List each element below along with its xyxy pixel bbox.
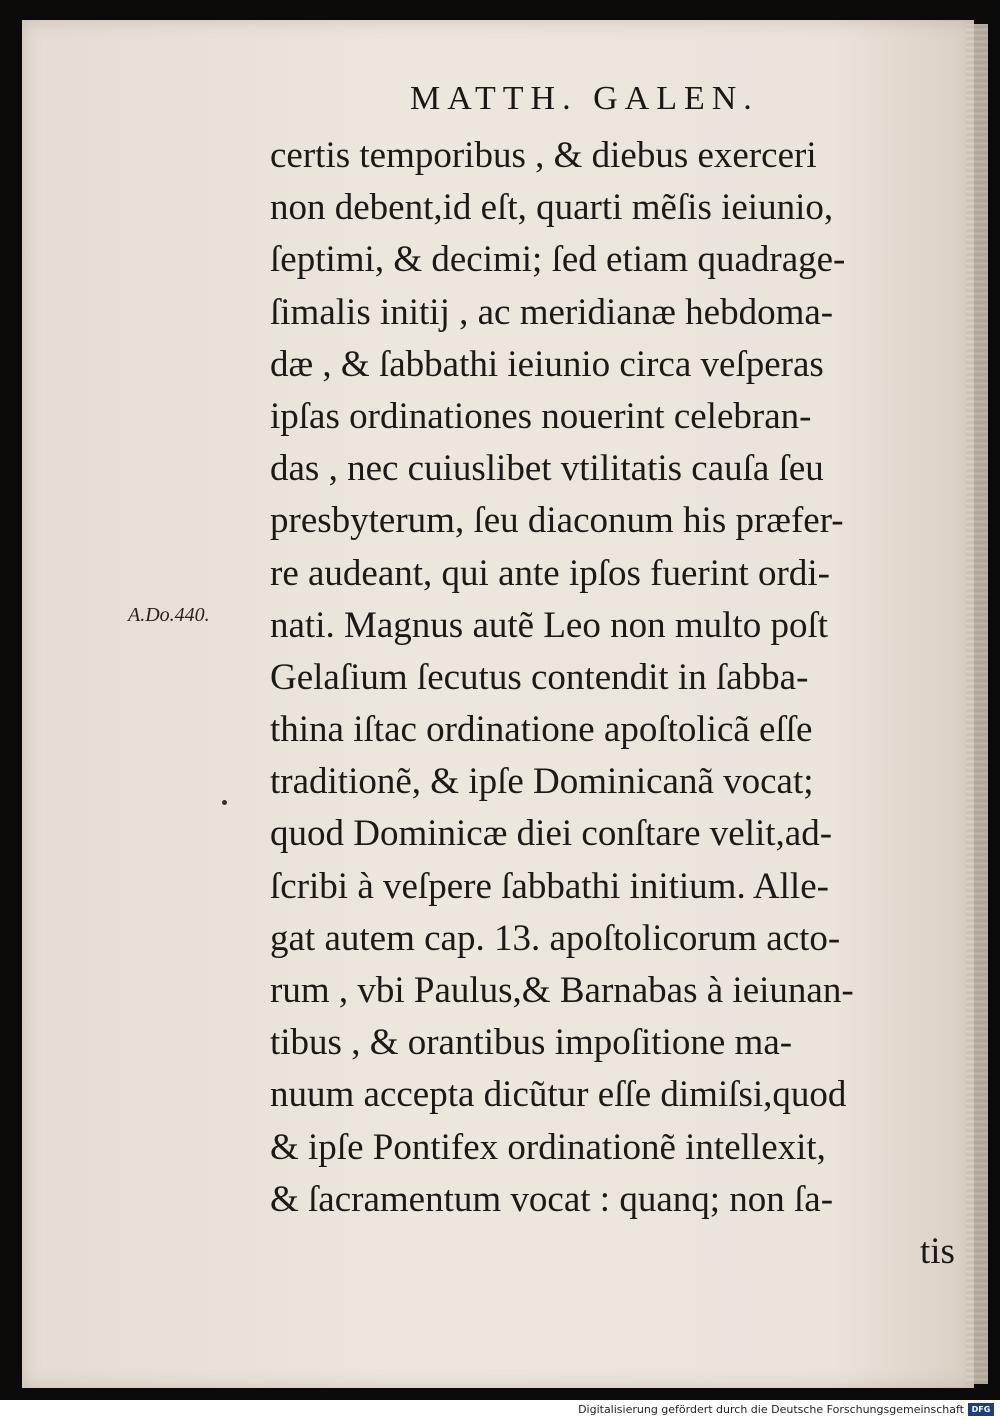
dfg-logo: DFG [968,1403,994,1416]
text-line: tibus , & orantibus impoſitione ma- [270,1022,793,1064]
margin-note-year: A.Do.440. [128,604,210,626]
text-line: & ipſe Pontifex ordinationẽ intellexit, [270,1126,826,1168]
text-line: traditionẽ, & ipſe Dominicanã vocat; [270,761,814,803]
text-line: ſeptimi, & decimi; ſed etiam quadrage- [270,239,846,281]
text-line: quod Dominicæ diei conſtare velit,ad- [270,813,833,855]
text-line: thina iſtac ordinatione apoſtolicã eſſe [270,709,813,751]
text-line: presbyterum, ſeu diaconum his præfer- [270,500,844,542]
funding-notice: Digitalisierung gefördert durch die Deutsche Forschungsgemeinschaft [578,1403,964,1416]
text-line: das , nec cuiuslibet vtilitatis cauſa ſeu [270,448,824,490]
text-line: nati. Magnus autẽ Leo non multo poſt [270,604,828,646]
text-line: ſimalis initij , ac meridianæ hebdoma- [270,291,834,333]
text-line: re audeant, qui ante ipſos fuerint ordi- [270,552,830,594]
text-line: dæ , & ſabbathi ieiunio circa veſperas [270,343,824,385]
text-line: ipſas ordinationes nouerint celebran- [270,395,812,437]
margin-mark [222,800,227,805]
text-line: nuum accepta dicũtur eſſe dimiſsi,quod [270,1074,847,1116]
text-line: & ſacramentum vocat : quanq; non ſa- [270,1178,834,1220]
body-text [270,130,970,1278]
running-head: MATTH. GALEN. [410,80,759,117]
text-line: gat autem cap. 13. apoſtolicorum acto- [270,917,841,959]
text-line: certis temporibus , & diebus exerceri [270,135,817,176]
catchword: tis [920,1230,955,1272]
text-line: rum , vbi Paulus,& Barnabas à ieiunan- [270,970,854,1011]
digitization-footer [0,1400,1000,1420]
text-line: ſcribi à veſpere ſabbathi initium. Alle- [270,865,829,907]
text-line: Gelaſium ſecutus contendit in ſabba- [270,656,809,698]
text-line: non debent,id eſt, quarti mẽſis ieiunio, [270,187,834,229]
